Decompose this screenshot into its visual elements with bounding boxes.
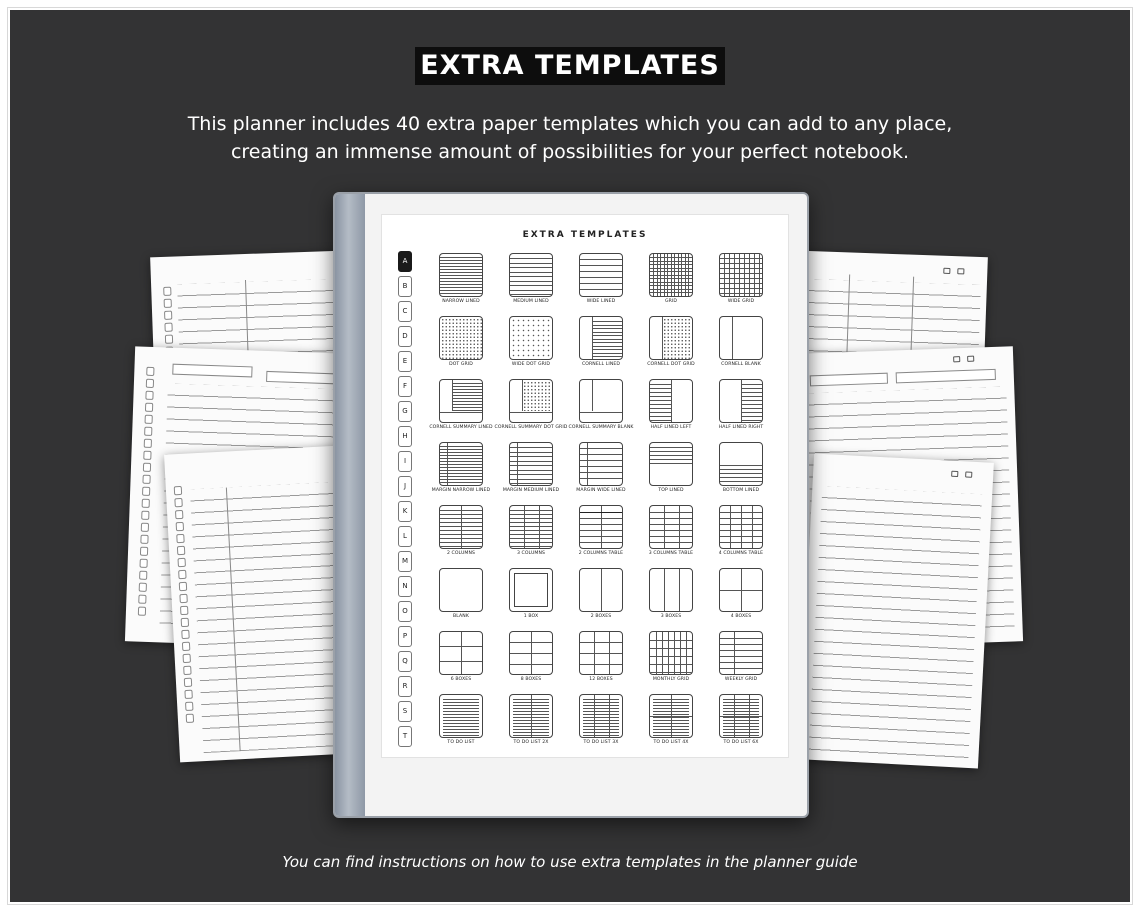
- template-thumbnail: [649, 568, 693, 612]
- template-thumbnail: [509, 568, 553, 612]
- template-label: 2 COLUMNS: [446, 551, 476, 556]
- template-label: BOTTOM LINED: [722, 488, 760, 493]
- template-cornell-summary-lined[interactable]: [426, 379, 496, 442]
- template-label: CORNELL BLANK: [721, 362, 761, 367]
- template-2-columns[interactable]: [426, 505, 496, 568]
- template-label: MARGIN MEDIUM LINED: [502, 488, 560, 493]
- letter-tab-i[interactable]: I: [398, 451, 412, 472]
- template-thumbnail: [649, 631, 693, 675]
- template-row: [426, 253, 782, 316]
- template-label: WEEKLY GRID: [724, 677, 758, 682]
- template-label: TO DO LIST 3X: [583, 740, 619, 745]
- template-thumbnail: [579, 568, 623, 612]
- template-top-lined[interactable]: [636, 442, 706, 505]
- template-to-do-list-2x[interactable]: [496, 694, 566, 757]
- template-label: 4 BOXES: [730, 614, 752, 619]
- letter-tab-n[interactable]: N: [398, 576, 412, 597]
- template-thumbnail: [579, 316, 623, 360]
- right-front-page: [798, 453, 994, 768]
- intro-text: [120, 110, 1020, 166]
- left-front-page: [164, 446, 355, 763]
- template-label: WIDE LINED: [586, 299, 616, 304]
- template-grid[interactable]: [636, 253, 706, 316]
- letter-tab-c[interactable]: C: [398, 301, 412, 322]
- template-wide-grid[interactable]: [706, 253, 776, 316]
- tablet-device: [333, 192, 809, 818]
- template-label: TO DO LIST: [447, 740, 475, 745]
- template-thumbnail: [509, 379, 553, 423]
- template-3-boxes[interactable]: [636, 568, 706, 631]
- template-thumbnail: [509, 316, 553, 360]
- template-thumbnail: [719, 505, 763, 549]
- template-label: DOT GRID: [449, 362, 473, 367]
- template-thumbnail: [649, 253, 693, 297]
- template-label: 4 COLUMNS TABLE: [718, 551, 764, 556]
- template-row: [426, 568, 782, 631]
- template-2-boxes[interactable]: [566, 568, 636, 631]
- template-row: [426, 631, 782, 694]
- template-label: MARGIN NARROW LINED: [431, 488, 491, 493]
- template-thumbnail: [439, 379, 483, 423]
- template-label: CORNELL SUMMARY LINED: [429, 425, 493, 430]
- template-thumbnail: [719, 568, 763, 612]
- letter-tab-e[interactable]: E: [398, 351, 412, 372]
- template-thumbnail: [719, 253, 763, 297]
- template-thumbnail: [649, 316, 693, 360]
- letter-tab-d[interactable]: D: [398, 326, 412, 347]
- template-half-lined-left[interactable]: [636, 379, 706, 442]
- template-thumbnail: [509, 505, 553, 549]
- letter-tab-f[interactable]: F: [398, 376, 412, 397]
- template-label: MONTHLY GRID: [652, 677, 690, 682]
- template-thumbnail: [649, 505, 693, 549]
- template-thumbnail: [579, 505, 623, 549]
- intro-line-1: This planner includes 40 extra paper templates which you can add to any place,: [187, 113, 953, 135]
- template-margin-narrow-lined[interactable]: [426, 442, 496, 505]
- letter-tab-m[interactable]: M: [398, 551, 412, 572]
- letter-tab-g[interactable]: G: [398, 401, 412, 422]
- template-thumbnail: [509, 253, 553, 297]
- template-label: 1 BOX: [523, 614, 539, 619]
- template-label: TO DO LIST 4X: [653, 740, 689, 745]
- template-narrow-lined[interactable]: [426, 253, 496, 316]
- ruled-lines: [809, 486, 983, 760]
- letter-tab-a[interactable]: A: [398, 251, 412, 272]
- letter-tab-k[interactable]: K: [398, 501, 412, 522]
- template-thumbnail: [509, 631, 553, 675]
- headline-badge: EXTRA TEMPLATES: [415, 47, 725, 85]
- template-medium-lined[interactable]: [496, 253, 566, 316]
- template-label: 3 COLUMNS TABLE: [648, 551, 694, 556]
- template-blank[interactable]: [426, 568, 496, 631]
- template-half-lined-right[interactable]: [706, 379, 776, 442]
- template-thumbnail: [719, 379, 763, 423]
- template-thumbnail: [439, 694, 483, 738]
- template-label: 12 BOXES: [589, 677, 613, 682]
- letter-tab-b[interactable]: B: [398, 276, 412, 297]
- template-thumbnail: [649, 694, 693, 738]
- screen-title: EXTRA TEMPLATES: [522, 230, 648, 240]
- letter-tab-o[interactable]: O: [398, 601, 412, 622]
- template-2-columns-table[interactable]: [566, 505, 636, 568]
- template-12-boxes[interactable]: [566, 631, 636, 694]
- template-thumbnail: [509, 694, 553, 738]
- letter-tab-r[interactable]: R: [398, 676, 412, 697]
- template-row: [426, 442, 782, 505]
- template-row: [426, 316, 782, 379]
- letter-index: [398, 251, 412, 751]
- template-thumbnail: [439, 442, 483, 486]
- template-margin-medium-lined[interactable]: [496, 442, 566, 505]
- letter-tab-t[interactable]: T: [398, 726, 412, 747]
- template-bottom-lined[interactable]: [706, 442, 776, 505]
- template-6-boxes[interactable]: [426, 631, 496, 694]
- template-cornell-summary-blank[interactable]: [566, 379, 636, 442]
- template-thumbnail: [579, 694, 623, 738]
- template-thumbnail: [719, 316, 763, 360]
- letter-tab-s[interactable]: S: [398, 701, 412, 722]
- template-weekly-grid[interactable]: [706, 631, 776, 694]
- template-thumbnail: [439, 631, 483, 675]
- template-to-do-list-3x[interactable]: [566, 694, 636, 757]
- template-to-do-list-6x[interactable]: [706, 694, 776, 757]
- template-margin-wide-lined[interactable]: [566, 442, 636, 505]
- template-thumbnail: [719, 631, 763, 675]
- template-thumbnail: [509, 442, 553, 486]
- template-label: TO DO LIST 6X: [723, 740, 759, 745]
- template-label: TO DO LIST 2X: [513, 740, 549, 745]
- template-wide-lined[interactable]: [566, 253, 636, 316]
- template-label: HALF LINED LEFT: [650, 425, 692, 430]
- template-label: 2 COLUMNS TABLE: [578, 551, 624, 556]
- template-label: 8 BOXES: [520, 677, 542, 682]
- template-label: 2 BOXES: [590, 614, 612, 619]
- letter-tab-p[interactable]: P: [398, 626, 412, 647]
- template-thumbnail: [579, 631, 623, 675]
- template-thumbnail: [719, 694, 763, 738]
- template-thumbnail: [579, 442, 623, 486]
- template-monthly-grid[interactable]: [636, 631, 706, 694]
- template-label: TOP LINED: [658, 488, 684, 493]
- template-thumbnail: [719, 442, 763, 486]
- template-3-columns[interactable]: [496, 505, 566, 568]
- template-grid: [426, 253, 782, 757]
- template-thumbnail: [439, 316, 483, 360]
- template-cornell-blank[interactable]: [706, 316, 776, 379]
- tab-column: [138, 367, 155, 619]
- template-row: [426, 505, 782, 568]
- template-thumbnail: [579, 253, 623, 297]
- template-to-do-list[interactable]: [426, 694, 496, 757]
- template-row: [426, 379, 782, 442]
- template-label: BLANK: [453, 614, 469, 619]
- template-label: CORNELL LINED: [581, 362, 621, 367]
- template-label: NARROW LINED: [442, 299, 480, 304]
- template-label: GRID: [664, 299, 678, 304]
- template-thumbnail: [649, 379, 693, 423]
- template-row: [426, 694, 782, 757]
- template-thumbnail: [439, 505, 483, 549]
- template-label: CORNELL DOT GRID: [647, 362, 695, 367]
- intro-line-2: creating an immense amount of possibilities for your perfect notebook.: [230, 141, 910, 163]
- template-label: MEDIUM LINED: [513, 299, 549, 304]
- template-label: HALF LINED RIGHT: [718, 425, 764, 430]
- template-label: WIDE DOT GRID: [511, 362, 551, 367]
- template-1-box[interactable]: [496, 568, 566, 631]
- template-label: 3 BOXES: [660, 614, 682, 619]
- template-label: WIDE GRID: [727, 299, 755, 304]
- template-label: 6 BOXES: [450, 677, 472, 682]
- template-8-boxes[interactable]: [496, 631, 566, 694]
- template-label: CORNELL SUMMARY BLANK: [568, 425, 634, 430]
- template-dot-grid[interactable]: [426, 316, 496, 379]
- template-4-columns-table[interactable]: [706, 505, 776, 568]
- letter-tab-q[interactable]: Q: [398, 651, 412, 672]
- template-wide-dot-grid[interactable]: [496, 316, 566, 379]
- template-cornell-summary-dot-grid[interactable]: [496, 379, 566, 442]
- tablet-spine: [335, 194, 365, 816]
- ruled-lines: [190, 482, 354, 753]
- letter-tab-j[interactable]: J: [398, 476, 412, 497]
- letter-tab-l[interactable]: L: [398, 526, 412, 547]
- template-3-columns-table[interactable]: [636, 505, 706, 568]
- template-thumbnail: [439, 253, 483, 297]
- template-cornell-dot-grid[interactable]: [636, 316, 706, 379]
- template-4-boxes[interactable]: [706, 568, 776, 631]
- template-thumbnail: [439, 568, 483, 612]
- template-label: CORNELL SUMMARY DOT GRID: [494, 425, 568, 430]
- template-label: MARGIN WIDE LINED: [576, 488, 626, 493]
- template-thumbnail: [579, 379, 623, 423]
- template-thumbnail: [649, 442, 693, 486]
- footer-note: You can find instructions on how to use extra templates in the planner guide: [282, 853, 858, 871]
- letter-tab-h[interactable]: H: [398, 426, 412, 447]
- template-cornell-lined[interactable]: [566, 316, 636, 379]
- template-to-do-list-4x[interactable]: [636, 694, 706, 757]
- tablet-screen: [381, 214, 789, 758]
- template-label: 3 COLUMNS: [516, 551, 546, 556]
